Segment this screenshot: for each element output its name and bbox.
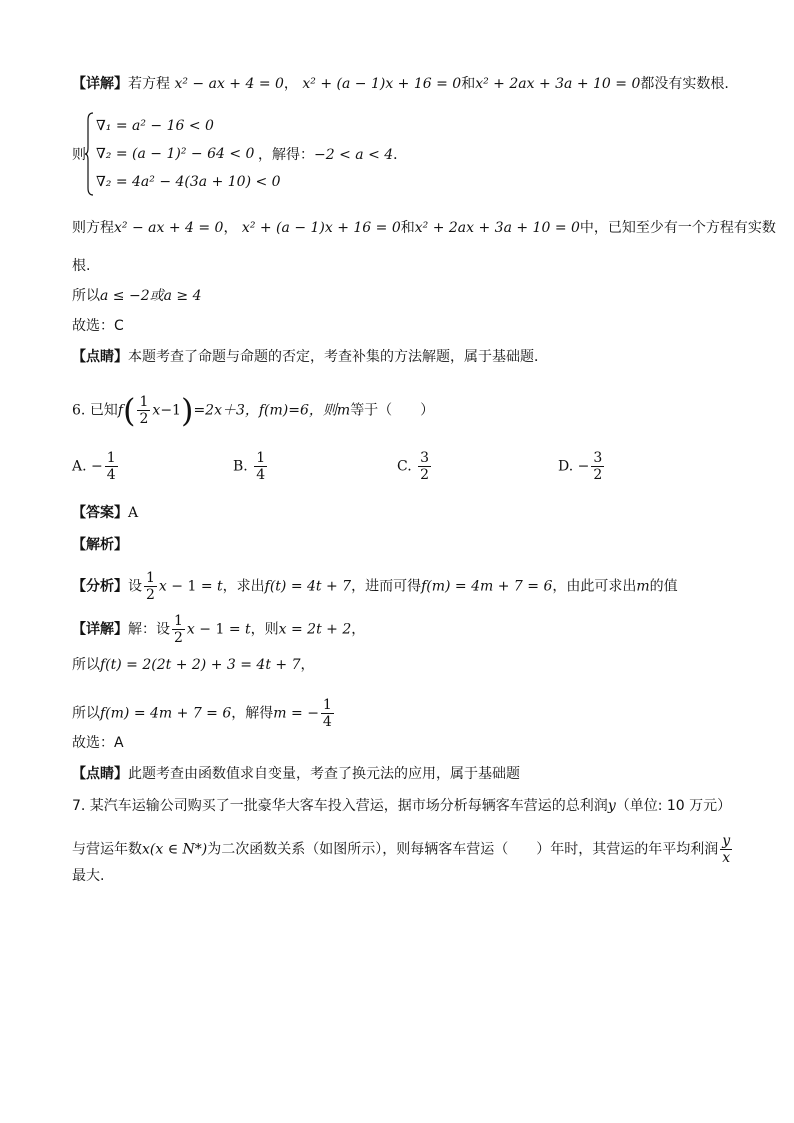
- q6-fenxi-tag: 【分析】: [72, 578, 128, 595]
- line3-eq3: x² + 2ax + 3a + 10 = 0: [414, 220, 580, 236]
- comment-text-1: 本题考查了命题与命题的否定，考查补集的方法解题，属于基础题．: [128, 349, 548, 365]
- left-brace-icon: [84, 112, 94, 196]
- option-b[interactable]: B. $\frac{1}{4}$: [233, 450, 266, 483]
- detail-line-4: 根.: [72, 258, 91, 274]
- q6-step2-res: m = −: [273, 705, 319, 722]
- q7-line-3: 最大.: [72, 868, 105, 884]
- q6-comment-text: 此题考查由函数值求自变量，考查了换元法的应用，属于基础题: [128, 766, 520, 782]
- solve-label: ，解得：: [258, 147, 314, 163]
- q6-stem-head: 已知: [89, 402, 118, 419]
- q6-number: 6.: [72, 402, 86, 419]
- q6-stem-mid: =2x＋3，f(m)=6，则: [193, 402, 337, 419]
- q7-line2-text: 为二次函数关系（如图所示），则每辆客车营运（ ）年时，其营运的年平均利润: [207, 841, 719, 858]
- equation-2: x² + (a − 1)x + 16 = 0: [302, 76, 462, 92]
- comment-line-1: [72, 347, 548, 367]
- q6-xiangjie-x: x = 2t + 2: [278, 621, 352, 638]
- q6-stem-var: m: [336, 402, 351, 419]
- detail-tag: 【详解】: [72, 76, 128, 92]
- q6-answer-tag: 【答案】: [72, 505, 128, 521]
- q6-stem: 6. 已知f( $\frac{1}{2}$ x−1)=2x＋3，f(m)=6，则m等于（ ）: [72, 391, 435, 430]
- q6-analysis-tag: 【解析】: [72, 537, 128, 553]
- equation-1: x² − ax + 4 = 0: [174, 76, 284, 92]
- comment-tag-1: 【点睛】: [72, 349, 128, 365]
- q6-frac-half: $\frac{1}{2}$: [139, 394, 149, 427]
- line3-eq1: x² − ax + 4 = 0: [114, 220, 224, 236]
- line3-eq2: x² + (a − 1)x + 16 = 0: [241, 220, 401, 236]
- q6-answer-line: 故选：A: [72, 735, 124, 751]
- detail-text-tail: 都没有实数根.: [640, 76, 729, 92]
- q6-step2-math: f(m) = 4m + 7 = 6: [100, 705, 232, 722]
- detail-line-1: 【详解】若方程 x² − ax + 4 = 0， x² + (a − 1)x + 16 = 0和x² + 2ax + 3a + 10 = 0都没有实数根.: [72, 76, 729, 92]
- q6-comment-tag: 【点睛】: [72, 766, 128, 782]
- conclusion-line: [72, 286, 202, 306]
- detail-text-head: 若方程: [128, 76, 170, 92]
- q6-xiangjie-tag: 【详解】: [72, 621, 128, 638]
- system-line-1: ∇₁ = a² − 16 < 0: [96, 118, 214, 134]
- equation-3: x² + 2ax + 3a + 10 = 0: [475, 76, 641, 92]
- detail-line-3: 则方程x² − ax + 4 = 0， x² + (a − 1)x + 16 = 0和x² + 2ax + 3a + 10 = 0中，已知至少有一个方程有实数: [72, 220, 776, 236]
- line3-tail: 中，已知至少有一个方程有实数: [579, 220, 776, 236]
- solve-result: −2 < a < 4: [314, 147, 394, 163]
- q6-answer: [72, 503, 138, 523]
- q6-comment: [72, 764, 520, 784]
- q7-line-1: 7. 某汽车运输公司购买了一批豪华大客车投入营运，据市场分析每辆客车营运的总利润y（单位: 10 万元）: [72, 798, 732, 814]
- answer-line-1: 故选：C: [72, 318, 124, 334]
- line3-head: 则方程: [72, 220, 114, 236]
- conclusion-prefix: 所以: [72, 288, 100, 304]
- system-line-3: ∇₂ = 4a² − 4(3a + 10) < 0: [96, 174, 281, 190]
- option-c[interactable]: C. $\frac{3}{2}$: [397, 450, 430, 483]
- system-prefix: 则: [72, 147, 86, 163]
- q6-step-2: 所以f(m) = 4m + 7 = 6，解得m = − $\frac{1}{4}$: [72, 697, 332, 730]
- q6-step1-math: f(t) = 2(2t + 2) + 3 = 4t + 7: [100, 657, 301, 673]
- q6-fenxi-f: f(t) = 4t + 7: [264, 578, 352, 595]
- q7-line-2: 与营运年数x(x ∈ N*)为二次函数关系（如图所示），则每辆客车营运（ ）年时，其营运的年平均利润 $\frac{y}{x}$: [72, 833, 731, 866]
- q6-answer-value: A: [128, 505, 139, 521]
- q6-fenxi-g: f(m) = 4m + 7 = 6: [421, 578, 553, 595]
- q6-xiangjie: 【详解】解：设 $\frac{1}{2}$ x − 1 = t，则x = 2t + 2，: [72, 613, 366, 646]
- q6-stem-tail: 等于（ ）: [350, 402, 435, 419]
- conj-and: 和: [461, 76, 476, 92]
- option-a[interactable]: A. − $\frac{1}{4}$: [72, 450, 116, 483]
- line3-and: 和: [400, 220, 415, 236]
- q6-fenxi: 【分析】设 $\frac{1}{2}$ x − 1 = t，求出f(t) = 4t + 7，进而可得f(m) = 4m + 7 = 6，由此可求出m的值: [72, 570, 678, 603]
- q7-line1-text: 7. 某汽车运输公司购买了一批豪华大客车投入营运，据市场分析每辆客车营运的总利润: [72, 798, 608, 814]
- conclusion-math: a ≤ −2或a ≥ 4: [100, 288, 202, 304]
- q7-set: (x ∈ N*): [149, 841, 208, 858]
- q6-step-1: 所以f(t) = 2(2t + 2) + 3 = 4t + 7，: [72, 657, 315, 673]
- system-line-2: ∇₂ = (a − 1)² − 64 < 0: [96, 146, 255, 162]
- option-d[interactable]: D. − $\frac{3}{2}$: [558, 450, 603, 483]
